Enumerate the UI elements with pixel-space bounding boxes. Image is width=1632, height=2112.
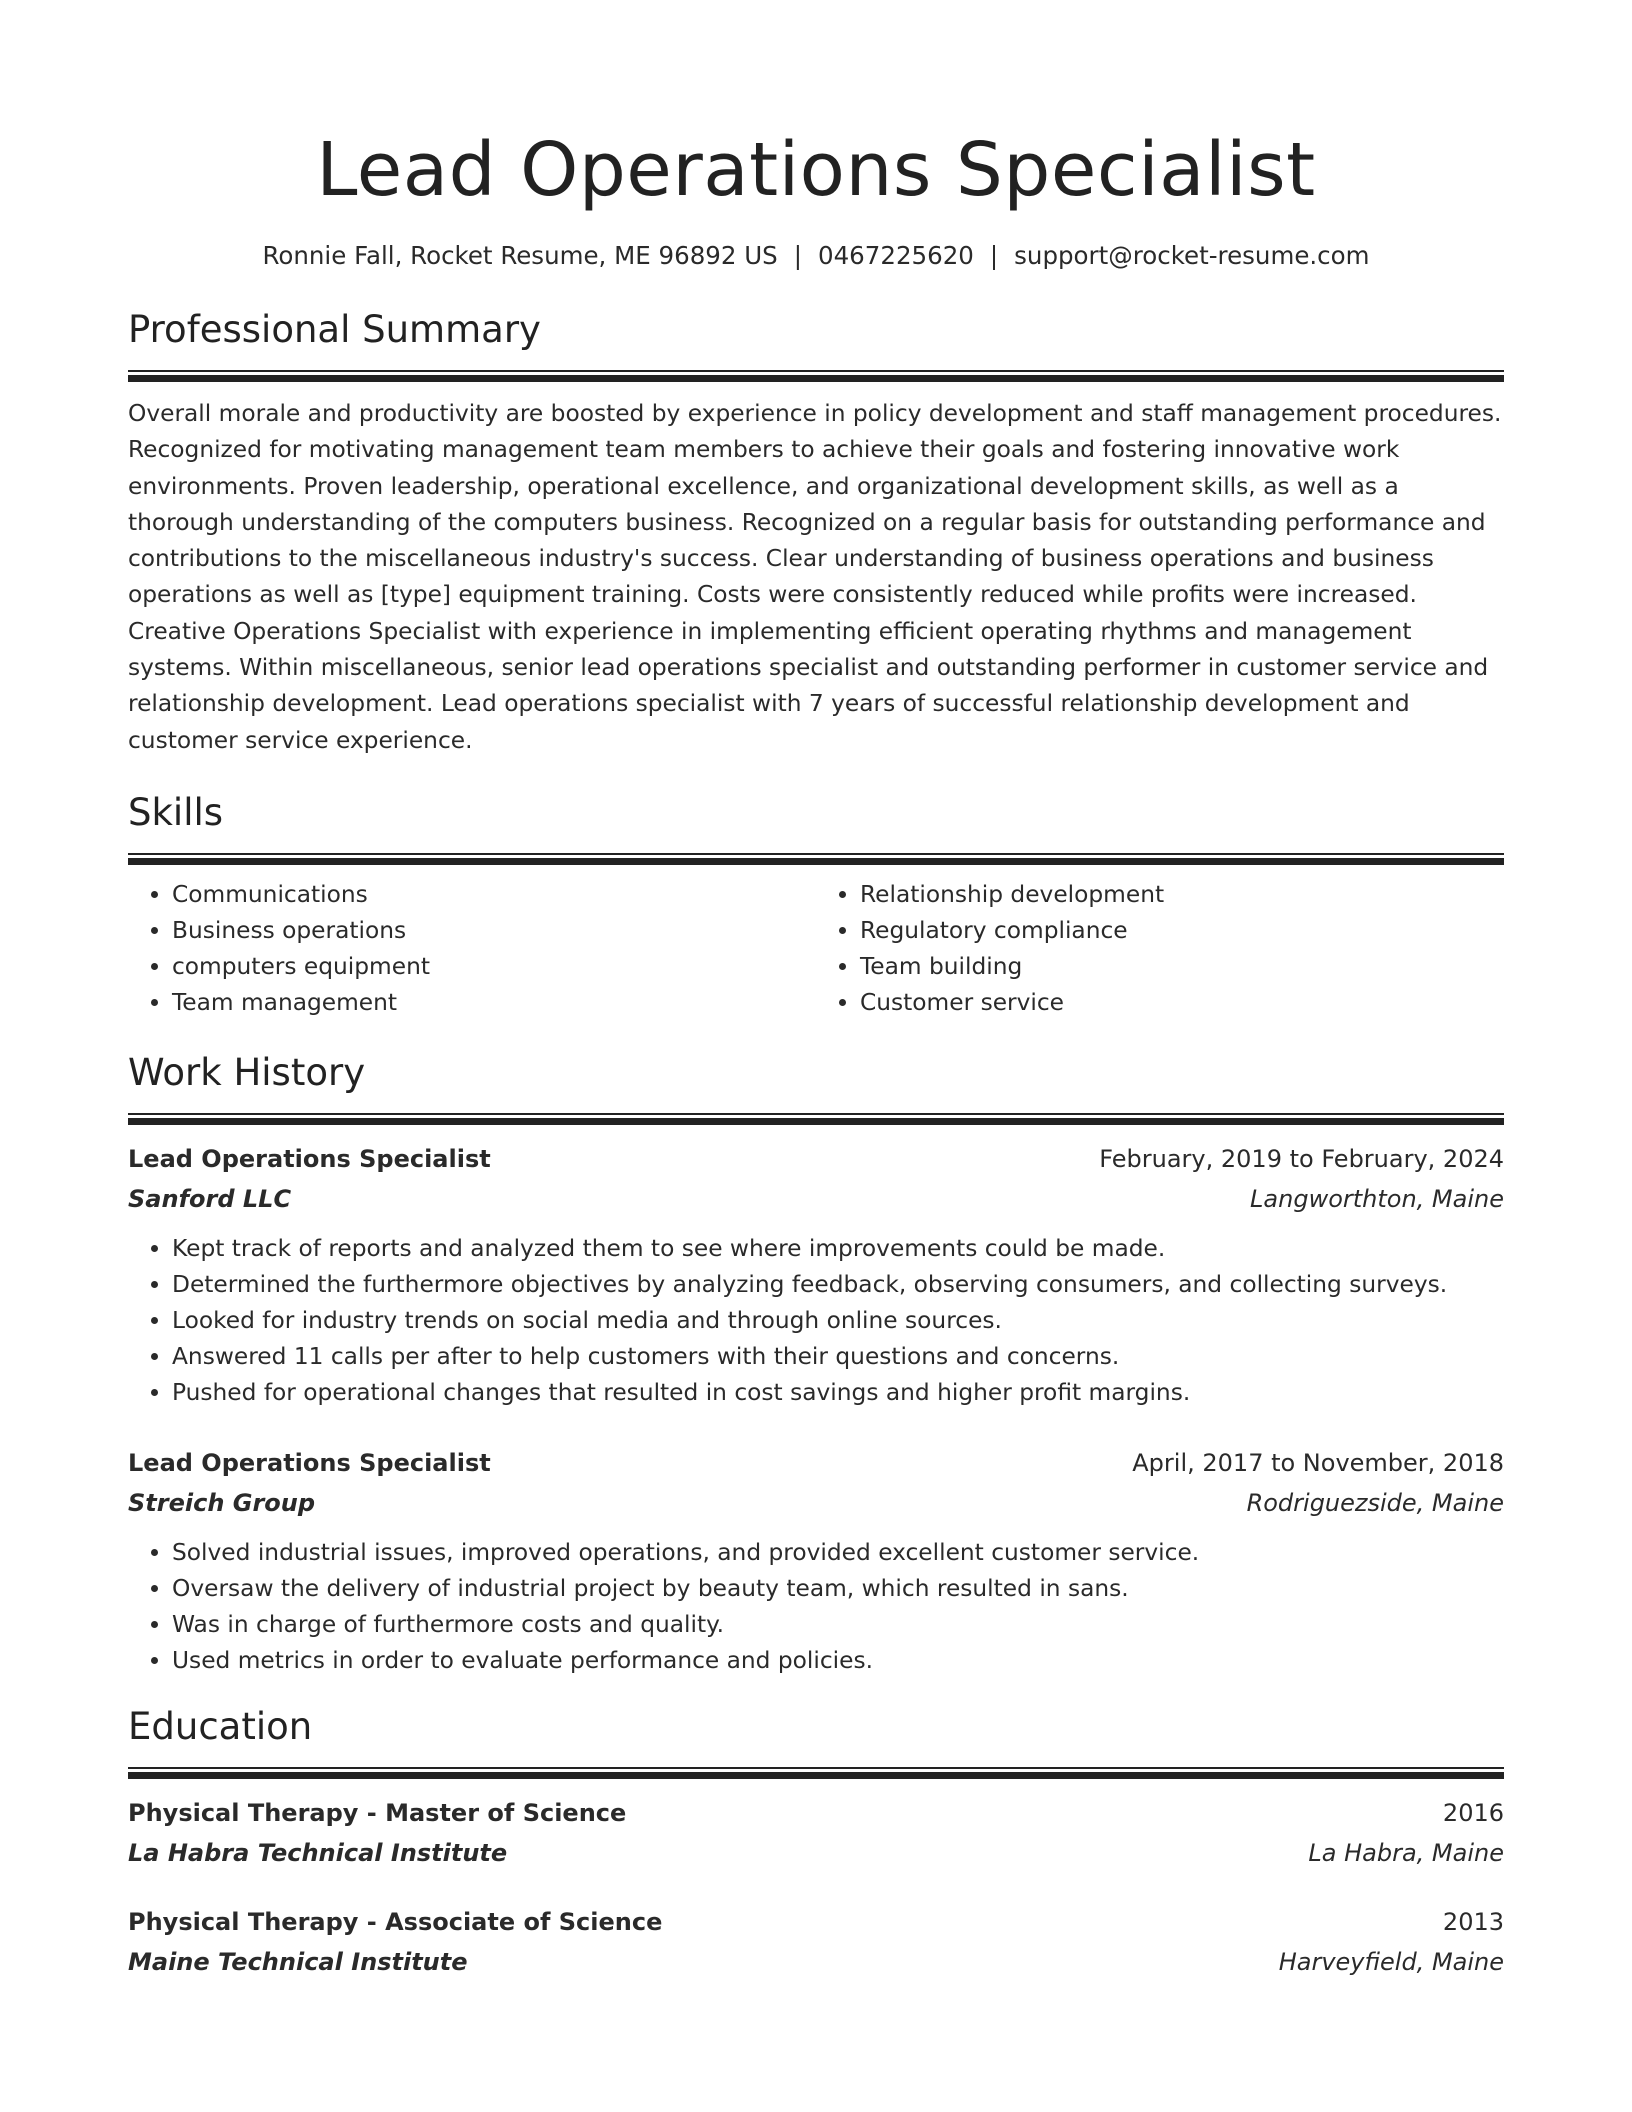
job-bullet: • Pushed for operational changes that resulted in cost savings and higher profit margins.: [172, 1375, 1504, 1411]
education-school-row: [128, 1942, 1504, 1982]
job-bullet: • Looked for industry trends on social media and through online sources.: [172, 1303, 1504, 1339]
job-bullet: • Used metrics in order to evaluate performance and policies.: [172, 1643, 1504, 1679]
skills-columns: [128, 877, 1504, 1021]
contact-phone: 0467225620: [818, 241, 974, 270]
skill-item: • Team building: [860, 949, 1504, 985]
job-bullet: • Answered 11 calls per after to help customers with their questions and concerns.: [172, 1339, 1504, 1375]
skills-list-left: [128, 877, 816, 1021]
education-school: La Habra Technical Institute: [128, 1838, 508, 1867]
job-company: Streich Group: [128, 1488, 316, 1517]
education-degree: Physical Therapy - Master of Science: [128, 1798, 627, 1827]
job-header-row: [128, 1443, 1504, 1483]
job-bullet: • Determined the furthermore objectives by analyzing feedback, observing consumers, and collecting surveys.: [172, 1267, 1504, 1303]
skill-item: • Regulatory compliance: [860, 913, 1504, 949]
section-divider: [128, 1113, 1504, 1125]
contact-email: support@rocket-resume.com: [1014, 241, 1370, 270]
resume-name: Lead Operations Specialist: [316, 127, 1316, 213]
education-section: [128, 1703, 1504, 1982]
skills-title: Skills: [128, 790, 224, 834]
job-entry: [128, 1443, 1504, 1679]
job-bullet: • Oversaw the delivery of industrial project by beauty team, which resulted in sans.: [172, 1571, 1504, 1607]
job-company: Sanford LLC: [128, 1184, 292, 1213]
job-location: Rodriguezside, Maine: [1246, 1488, 1504, 1517]
section-divider: [128, 853, 1504, 865]
education-year: 2016: [1442, 1798, 1504, 1827]
education-header-row: [128, 1793, 1504, 1833]
summary-title: Professional Summary: [128, 308, 541, 351]
contact-separator: |: [989, 241, 999, 270]
resume-header: [128, 118, 1504, 274]
job-dates: February, 2019 to February, 2024: [1099, 1144, 1504, 1173]
job-bullet: • Kept track of reports and analyzed them to see where improvements could be made.: [172, 1231, 1504, 1267]
job-title: Lead Operations Specialist: [128, 1144, 491, 1173]
skill-item: • Communications: [172, 877, 816, 913]
education-entry: [128, 1902, 1504, 1982]
education-location: La Habra, Maine: [1308, 1838, 1504, 1867]
summary-text: Overall morale and productivity are boosted by experience in policy development and staff management procedures. Recognized for motivating management team members to achieve their goals and fostering innovative work environments. Proven leadership, operational excellence, and organizational development skills, as well as a thorough understanding of the computers business. Recognized on a regular basis for outstanding performance and contributions to the miscellaneous industry's success. Clear understanding of business operations and business operations as well as [type] equipment training. Costs were consistently reduced while profits were increased. Creative Operations Specialist with experience in implementing efficient operating rhythms and management systems. Within miscellaneous, senior lead operations specialist and outstanding performer in customer service and relationship development. Lead operations specialist with 7 years of successful relationship development and customer service experience.: [128, 400, 1502, 754]
summary-section: [128, 306, 1504, 759]
education-header-row: [128, 1902, 1504, 1942]
job-company-row: [128, 1179, 1504, 1219]
job-bullets: [128, 1231, 1504, 1411]
contact-line: [128, 238, 1504, 274]
skill-item: • Business operations: [172, 913, 816, 949]
job-location: Langworthton, Maine: [1250, 1184, 1504, 1213]
skill-item: • computers equipment: [172, 949, 816, 985]
work-history-title: Work History: [128, 1050, 366, 1094]
job-bullets: [128, 1535, 1504, 1679]
education-location: Harveyfield, Maine: [1278, 1947, 1504, 1976]
contact-separator: |: [793, 241, 802, 270]
skill-item: • Team management: [172, 985, 816, 1021]
education-school: Maine Technical Institute: [128, 1947, 468, 1976]
section-divider: [128, 1767, 1504, 1779]
job-header-row: [128, 1139, 1504, 1179]
education-year: 2013: [1442, 1907, 1504, 1936]
skill-item: • Customer service: [860, 985, 1504, 1021]
job-bullet: • Was in charge of furthermore costs and quality.: [172, 1607, 1504, 1643]
job-bullet: • Solved industrial issues, improved operations, and provided excellent customer service.: [172, 1535, 1504, 1571]
education-degree: Physical Therapy - Associate of Science: [128, 1907, 663, 1936]
job-title: Lead Operations Specialist: [128, 1448, 491, 1477]
skill-item: • Relationship development: [860, 877, 1504, 913]
job-dates: April, 2017 to November, 2018: [1132, 1448, 1504, 1477]
contact-address: Ronnie Fall, Rocket Resume, ME 96892 US: [262, 241, 778, 270]
section-divider: [128, 370, 1504, 382]
job-entry: [128, 1139, 1504, 1411]
skills-section: [128, 789, 1504, 1021]
job-company-row: [128, 1483, 1504, 1523]
skills-list-right: [816, 877, 1504, 1021]
work-history-section: [128, 1049, 1504, 1679]
education-entry: [128, 1793, 1504, 1873]
education-school-row: [128, 1833, 1504, 1873]
education-title: Education: [128, 1704, 313, 1748]
